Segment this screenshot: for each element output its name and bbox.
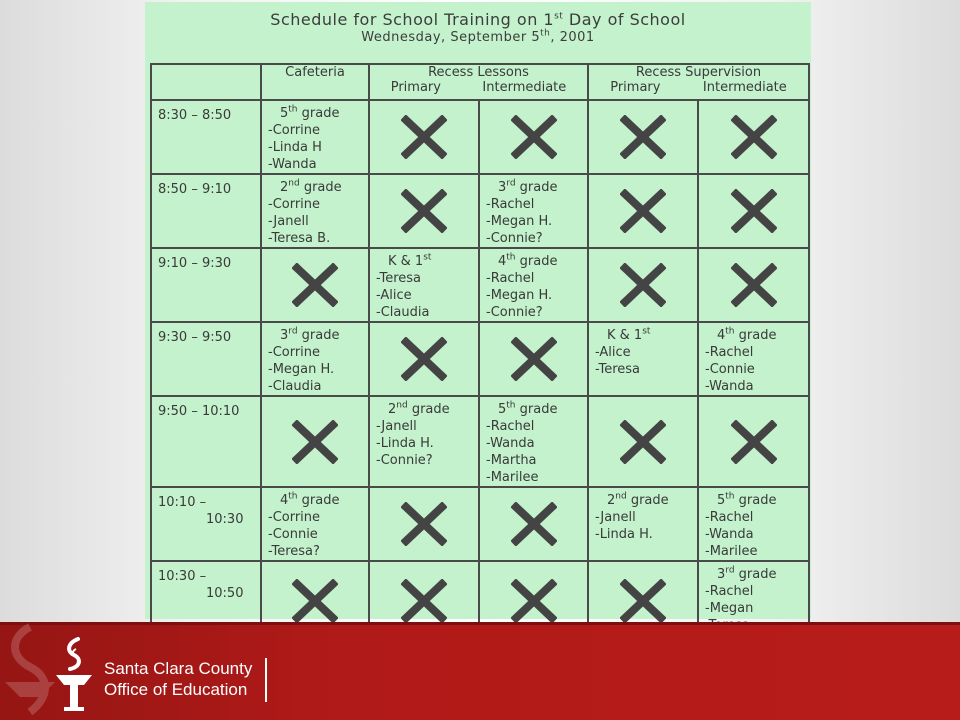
- x-mark-icon: [731, 189, 777, 233]
- staff-name: -Rachel: [705, 345, 754, 360]
- supervision-intermediate-unassigned-cell: [698, 396, 809, 487]
- lessons-intermediate-unassigned-cell: [479, 322, 588, 396]
- x-mark-icon: [511, 337, 557, 381]
- organization-name: Santa Clara County Office of Education: [104, 659, 253, 699]
- cafeteria-assignment-cell: [261, 487, 369, 561]
- supervision-primary-unassigned-cell: [588, 396, 698, 487]
- supervision-intermediate-unassigned-cell: [698, 248, 809, 322]
- time-slot-cell: [151, 322, 261, 396]
- cafeteria-assignment-cell: [261, 100, 369, 174]
- header-time-blank: [151, 64, 261, 100]
- staff-name: -Corrine: [268, 197, 321, 212]
- staff-name: -Connie?: [486, 305, 543, 320]
- staff-name: -Megan: [705, 601, 754, 616]
- staff-name: -Teresa B.: [268, 231, 331, 246]
- time-slot-cell: [151, 174, 261, 248]
- supervision-primary-assignment-cell: [588, 322, 698, 396]
- staff-name: -Rachel: [705, 510, 754, 525]
- staff-name: -Claudia: [376, 305, 430, 320]
- header-lessons-primary: Primary: [390, 80, 441, 95]
- supervision-intermediate-assignment-cell: [698, 322, 809, 396]
- grade-label: 2nd grade: [280, 178, 342, 195]
- x-mark-icon: [731, 420, 777, 464]
- schedule-row: [151, 396, 809, 487]
- x-mark-icon: [620, 579, 666, 623]
- cafeteria-assignment-cell: [261, 322, 369, 396]
- schedule-row: [151, 322, 809, 396]
- x-mark-icon: [731, 115, 777, 159]
- staff-name: -Rachel: [486, 271, 535, 286]
- x-mark-icon: [401, 579, 447, 623]
- schedule-title: Schedule for School Training on 1st Day of School: [270, 10, 686, 29]
- supervision-primary-assignment-cell: [588, 487, 698, 561]
- staff-name: -Teresa: [595, 362, 641, 377]
- staff-name: -Wanda: [268, 157, 317, 172]
- staff-name: -Linda H.: [376, 436, 434, 451]
- grade-label: 2nd grade: [388, 400, 450, 417]
- schedule-row: [151, 174, 809, 248]
- grade-label: 5th grade: [280, 104, 340, 121]
- time-slot-label: 10:30 –: [158, 569, 207, 584]
- header-supervision-primary: Primary: [610, 80, 661, 95]
- grade-label: 5th grade: [717, 491, 777, 508]
- lessons-intermediate-unassigned-cell: [479, 487, 588, 561]
- staff-name: -Janell: [595, 510, 636, 525]
- schedule-row: [151, 100, 809, 174]
- staff-name: -Megan H.: [268, 362, 335, 377]
- staff-name: -Janell: [268, 214, 309, 229]
- staff-name: -Connie?: [486, 231, 543, 246]
- staff-name: -Linda H.: [595, 527, 653, 542]
- grade-label: 3rd grade: [498, 178, 558, 195]
- schedule-row: [151, 487, 809, 561]
- footer-bar: [0, 622, 960, 720]
- header-recess-lessons: Recess Lessons Primary Intermediate: [369, 64, 588, 100]
- time-slot-cell: [151, 248, 261, 322]
- staff-name: -Wanda: [705, 527, 754, 542]
- schedule-table: [150, 63, 810, 642]
- grade-label: 4th grade: [717, 326, 777, 343]
- header-lessons-intermediate: Intermediate: [482, 80, 567, 95]
- grade-label: 4th grade: [498, 252, 558, 269]
- staff-name: -Rachel: [705, 584, 754, 599]
- lessons-primary-assignment-cell: [369, 396, 479, 487]
- supervision-primary-unassigned-cell: [588, 174, 698, 248]
- time-slot-cell: [151, 396, 261, 487]
- x-mark-icon: [511, 502, 557, 546]
- lessons-primary-assignment-cell: [369, 248, 479, 322]
- x-mark-icon: [401, 115, 447, 159]
- staff-name: -Claudia: [268, 379, 322, 394]
- x-mark-icon: [620, 115, 666, 159]
- lessons-intermediate-assignment-cell: [479, 396, 588, 487]
- cafeteria-unassigned-cell: [261, 248, 369, 322]
- x-mark-icon: [292, 420, 338, 464]
- x-mark-icon: [620, 420, 666, 464]
- lessons-intermediate-assignment-cell: [479, 248, 588, 322]
- header-cafeteria: Cafeteria: [261, 64, 369, 100]
- staff-name: -Marilee: [486, 470, 539, 485]
- header-supervision-intermediate: Intermediate: [702, 80, 787, 95]
- lessons-primary-unassigned-cell: [369, 487, 479, 561]
- supervision-intermediate-assignment-cell: [698, 487, 809, 561]
- time-slot-label: 9:10 – 9:30: [158, 256, 232, 271]
- grade-label: K & 1st: [388, 252, 432, 269]
- torch-logo-icon: [54, 635, 94, 715]
- time-slot-label: 9:30 – 9:50: [158, 330, 232, 345]
- staff-name: -Corrine: [268, 123, 321, 138]
- staff-name: -Martha: [486, 453, 537, 468]
- staff-name: -Marilee: [705, 544, 758, 559]
- lessons-intermediate-unassigned-cell: [479, 100, 588, 174]
- schedule-document: [145, 2, 811, 619]
- x-mark-icon: [292, 263, 338, 307]
- grade-label: 3rd grade: [280, 326, 340, 343]
- schedule-date: Wednesday, September 5th, 2001: [361, 28, 595, 45]
- staff-name: -Wanda: [486, 436, 535, 451]
- header-recess-supervision: Recess Supervision Primary Intermediate: [588, 64, 809, 100]
- staff-name: -Connie: [268, 527, 318, 542]
- watermark-logo-icon: [0, 622, 60, 720]
- staff-name: -Megan H.: [486, 288, 553, 303]
- x-mark-icon: [401, 502, 447, 546]
- staff-name: -Connie: [705, 362, 755, 377]
- footer-divider-line: [0, 622, 960, 625]
- time-slot-cell: [151, 487, 261, 561]
- grade-label: 5th grade: [498, 400, 558, 417]
- x-mark-icon: [511, 579, 557, 623]
- x-mark-icon: [620, 263, 666, 307]
- x-mark-icon: [292, 579, 338, 623]
- time-slot-label: 10:30: [206, 512, 244, 527]
- org-name-divider: [265, 658, 267, 702]
- time-slot-label: 9:50 – 10:10: [158, 404, 240, 419]
- staff-name: -Linda H: [268, 140, 322, 155]
- grade-label: K & 1st: [607, 326, 651, 343]
- x-mark-icon: [401, 337, 447, 381]
- grade-label: 3rd grade: [717, 565, 777, 582]
- staff-name: -Megan H.: [486, 214, 553, 229]
- staff-name: -Janell: [376, 419, 417, 434]
- schedule-row: [151, 248, 809, 322]
- lessons-intermediate-assignment-cell: [479, 174, 588, 248]
- grade-label: 2nd grade: [607, 491, 669, 508]
- time-slot-label: 8:30 – 8:50: [158, 108, 232, 123]
- staff-name: -Teresa?: [268, 544, 320, 559]
- staff-name: -Rachel: [486, 419, 535, 434]
- grade-label: 4th grade: [280, 491, 340, 508]
- time-slot-label: 10:50: [206, 586, 244, 601]
- supervision-primary-unassigned-cell: [588, 248, 698, 322]
- cafeteria-unassigned-cell: [261, 396, 369, 487]
- header-row: [151, 64, 809, 100]
- staff-name: -Teresa: [376, 271, 422, 286]
- lessons-primary-unassigned-cell: [369, 322, 479, 396]
- time-slot-cell: [151, 100, 261, 174]
- staff-name: -Alice: [376, 288, 412, 303]
- staff-name: -Alice: [595, 345, 631, 360]
- supervision-primary-unassigned-cell: [588, 100, 698, 174]
- staff-name: -Wanda: [705, 379, 754, 394]
- time-slot-label: 8:50 – 9:10: [158, 182, 232, 197]
- x-mark-icon: [511, 115, 557, 159]
- x-mark-icon: [620, 189, 666, 233]
- cafeteria-assignment-cell: [261, 174, 369, 248]
- lessons-primary-unassigned-cell: [369, 174, 479, 248]
- staff-name: -Corrine: [268, 510, 321, 525]
- supervision-intermediate-unassigned-cell: [698, 100, 809, 174]
- staff-name: -Connie?: [376, 453, 433, 468]
- staff-name: -Rachel: [486, 197, 535, 212]
- staff-name: -Corrine: [268, 345, 321, 360]
- x-mark-icon: [731, 263, 777, 307]
- lessons-primary-unassigned-cell: [369, 100, 479, 174]
- x-mark-icon: [401, 189, 447, 233]
- supervision-intermediate-unassigned-cell: [698, 174, 809, 248]
- time-slot-label: 10:10 –: [158, 495, 207, 510]
